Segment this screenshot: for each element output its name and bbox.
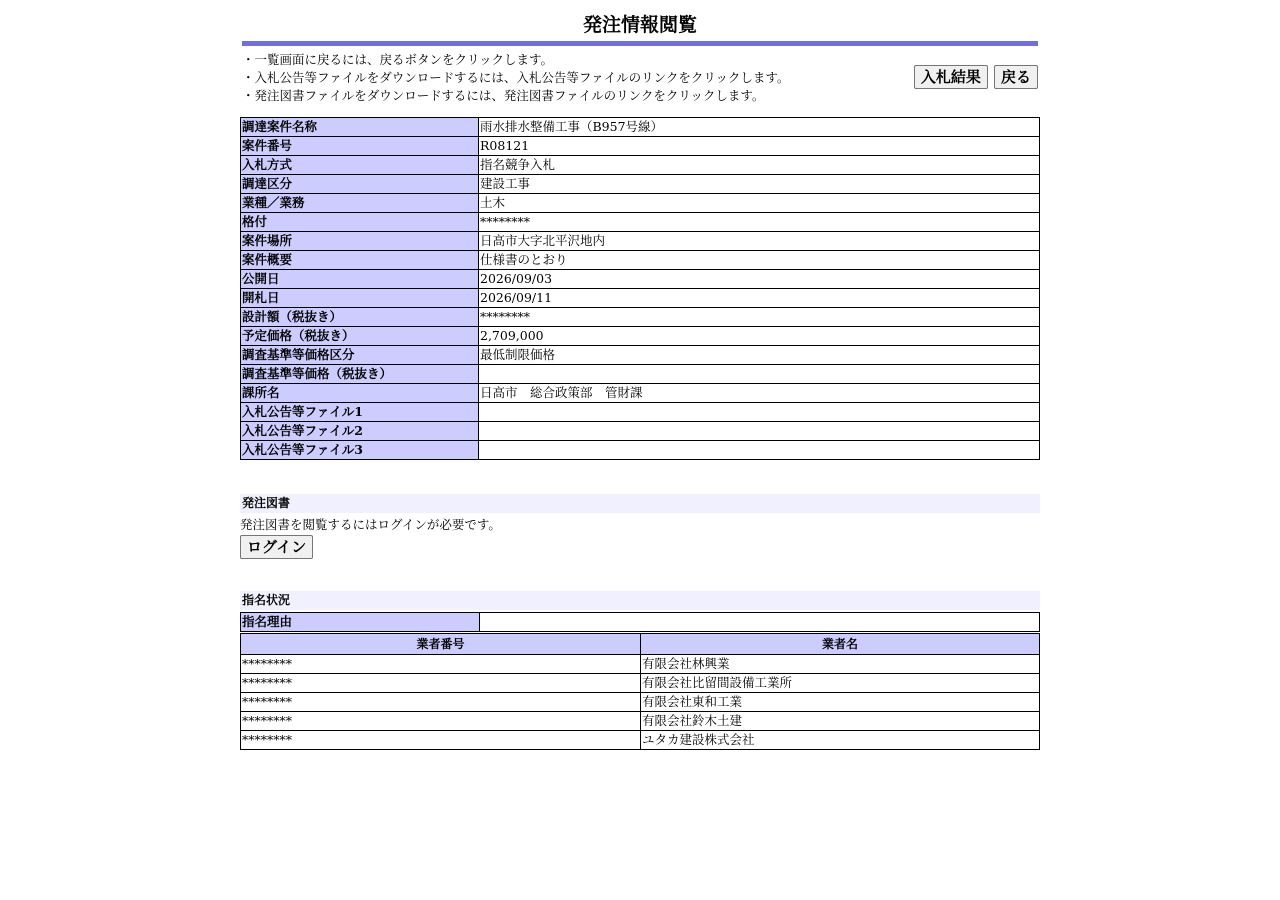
column-header-firm-name: 業者名: [641, 634, 1040, 655]
detail-value: ********: [479, 308, 1040, 327]
firm-name: 有限会社比留間設備工業所: [641, 674, 1040, 693]
nomination-section-heading: 指名状況: [240, 591, 1040, 610]
detail-label: 調達区分: [241, 175, 479, 194]
firm-name: ユタカ建設株式会社: [641, 731, 1040, 750]
page-container: [240, 0, 1040, 750]
nomination-reason-table: [240, 612, 1040, 632]
detail-value: 土木: [479, 194, 1040, 213]
detail-value: R08121: [479, 137, 1040, 156]
back-button[interactable]: 戻る: [994, 65, 1038, 89]
detail-value: 最低制限価格: [479, 346, 1040, 365]
detail-label: 入札方式: [241, 156, 479, 175]
instructions-block: [240, 51, 1040, 111]
case-detail-table: [240, 117, 1040, 460]
detail-row: [241, 194, 1040, 213]
detail-value: [479, 441, 1040, 460]
column-header-firm-number: 業者番号: [241, 634, 641, 655]
detail-label: 設計額（税抜き）: [241, 308, 479, 327]
firm-number: ********: [241, 674, 641, 693]
detail-label: 予定価格（税抜き）: [241, 327, 479, 346]
firm-row: [241, 655, 1040, 674]
detail-row: [241, 289, 1040, 308]
detail-row: [241, 403, 1040, 422]
documents-section-heading: 発注図書: [240, 494, 1040, 513]
instruction-item: ・発注図書ファイルをダウンロードするには、発注図書ファイルのリンクをクリックします。: [242, 88, 765, 103]
detail-label: 入札公告等ファイル3: [241, 441, 479, 460]
instruction-item: ・一覧画面に戻るには、戻るボタンをクリックします。: [242, 52, 554, 67]
detail-value: 2026/09/03: [479, 270, 1040, 289]
detail-label: 調査基準等価格区分: [241, 346, 479, 365]
detail-value: 仕様書のとおり: [479, 251, 1040, 270]
page-title: 発注情報閲覧: [582, 14, 697, 36]
detail-value: 日高市大字北平沢地内: [479, 232, 1040, 251]
firm-number: ********: [241, 693, 641, 712]
detail-label: 案件概要: [241, 251, 479, 270]
firm-number: ********: [241, 712, 641, 731]
nomination-reason-value: [480, 613, 1040, 632]
firm-number: ********: [241, 655, 641, 674]
detail-value: 日高市 総合政策部 管財課: [479, 384, 1040, 403]
detail-row: [241, 422, 1040, 441]
firm-row: [241, 712, 1040, 731]
detail-value: [479, 403, 1040, 422]
detail-value: 2,709,000: [479, 327, 1040, 346]
login-button[interactable]: ログイン: [240, 535, 313, 559]
firm-row: [241, 693, 1040, 712]
detail-label: 格付: [241, 213, 479, 232]
detail-row: [241, 213, 1040, 232]
firm-name: 有限会社東和工業: [641, 693, 1040, 712]
detail-label: 案件番号: [241, 137, 479, 156]
title-divider: [242, 41, 1038, 46]
detail-label: 公開日: [241, 270, 479, 289]
nomination-reason-row: [241, 613, 1040, 632]
action-buttons: [913, 65, 1038, 89]
detail-label: 課所名: [241, 384, 479, 403]
firms-header-row: [241, 634, 1040, 655]
detail-row: [241, 251, 1040, 270]
detail-row: [241, 232, 1040, 251]
detail-row: [241, 441, 1040, 460]
bid-result-button[interactable]: 入札結果: [914, 65, 988, 89]
detail-value: 建設工事: [479, 175, 1040, 194]
detail-label: 調査基準等価格（税抜き）: [241, 365, 479, 384]
login-required-note: 発注図書を閲覧するにはログインが必要です。: [240, 517, 501, 532]
firm-row: [241, 674, 1040, 693]
detail-row: [241, 156, 1040, 175]
detail-value: 雨水排水整備工事（B957号線）: [479, 118, 1040, 137]
nominated-firms-table: [240, 633, 1040, 750]
detail-row: [241, 327, 1040, 346]
detail-value: 指名競争入札: [479, 156, 1040, 175]
firm-name: 有限会社鈴木土建: [641, 712, 1040, 731]
instruction-item: ・入札公告等ファイルをダウンロードするには、入札公告等ファイルのリンクをクリックします。: [242, 70, 790, 85]
firm-name: 有限会社林興業: [641, 655, 1040, 674]
detail-row: [241, 270, 1040, 289]
detail-row: [241, 384, 1040, 403]
detail-row: [241, 175, 1040, 194]
detail-label: 業種／業務: [241, 194, 479, 213]
nomination-reason-label: 指名理由: [241, 613, 480, 632]
firm-row: [241, 731, 1040, 750]
detail-label: 入札公告等ファイル2: [241, 422, 479, 441]
detail-label: 案件場所: [241, 232, 479, 251]
detail-row: [241, 137, 1040, 156]
detail-label: 入札公告等ファイル1: [241, 403, 479, 422]
detail-row: [241, 365, 1040, 384]
detail-value: ********: [479, 213, 1040, 232]
detail-row: [241, 346, 1040, 365]
detail-row: [241, 308, 1040, 327]
detail-label: 開札日: [241, 289, 479, 308]
detail-row: [241, 118, 1040, 137]
detail-value: 2026/09/11: [479, 289, 1040, 308]
detail-value: [479, 422, 1040, 441]
firm-number: ********: [241, 731, 641, 750]
detail-value: [479, 365, 1040, 384]
detail-label: 調達案件名称: [241, 118, 479, 137]
